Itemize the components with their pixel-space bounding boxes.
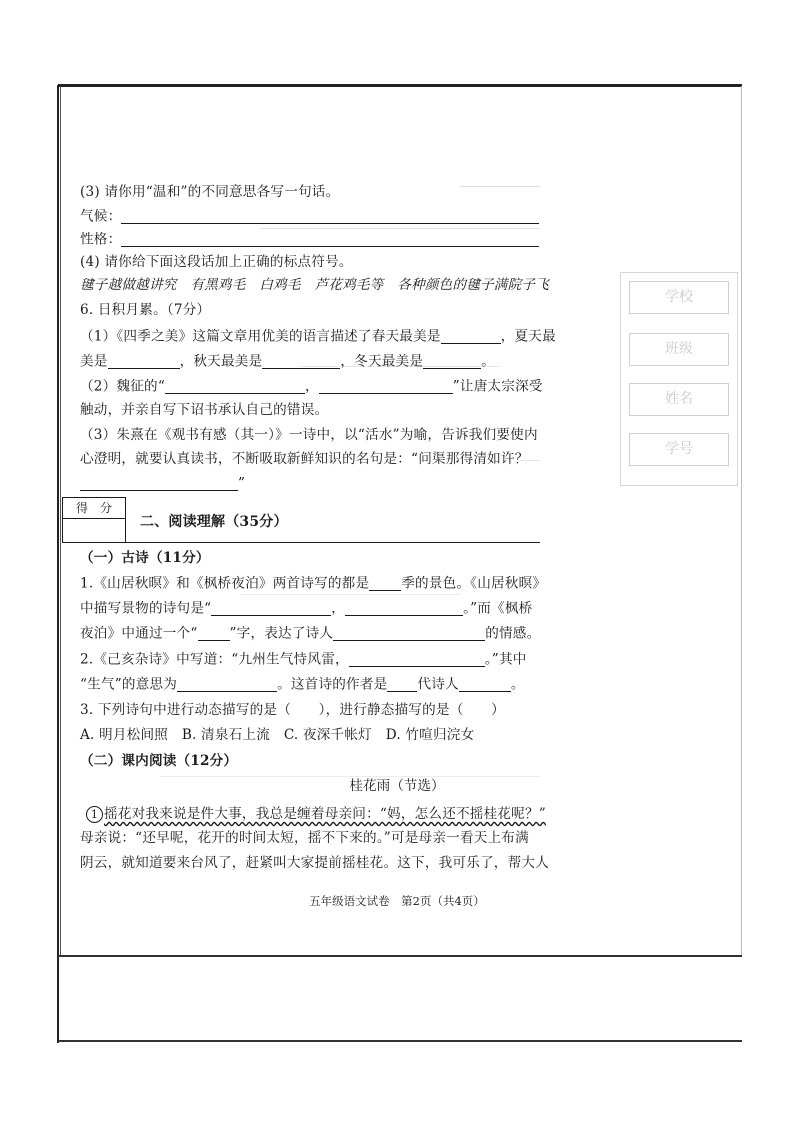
section-divider <box>125 542 540 543</box>
s2-q2-meaning-blank[interactable] <box>177 678 277 692</box>
scan-bottom-edge-lower <box>58 1040 742 1042</box>
s2-q1-char-blank[interactable] <box>198 627 230 641</box>
s2-q2-line2 <box>80 678 525 692</box>
s2-q2-verse-blank[interactable] <box>349 653 485 667</box>
q6-p1-text-d: ，秋天最美是 <box>179 353 263 370</box>
s2-q1-text-h: 的情感。 <box>485 625 541 642</box>
q3-line-climate <box>80 210 539 224</box>
q3-prompt: (3) 请你用“温和”的不同意思各写一句话。 <box>80 184 340 200</box>
s2-q2-text-d: 。这首诗的作者是 <box>277 676 388 693</box>
q3-character-label: 性格： <box>80 231 122 248</box>
student-info-box <box>620 272 738 486</box>
section2-sub1: （一）古诗（11分） <box>80 550 210 566</box>
q6-p2-text-b: ， <box>304 378 319 395</box>
q6-weizheng-blank-1[interactable] <box>165 380 305 394</box>
q4-prompt: (4) 请你给下面这段话加上正确的标点符号。 <box>80 254 353 270</box>
q6-winter-blank[interactable] <box>423 355 481 369</box>
s2-q1-text-f: 夜泊》中通过一个“ <box>80 625 198 642</box>
q6-zhuxi-blank[interactable] <box>80 477 238 491</box>
s2-q2-line1 <box>80 653 527 667</box>
passage-para1-text-a: 摇花对我来说是件大事，我总是缠着母亲问：“妈，怎么还不摇桂花呢？” <box>104 806 546 822</box>
q4-text: 毽子越做越讲究 有黑鸡毛 白鸡毛 芦花鸡毛等 各种颜色的毽子满院子飞 <box>80 277 549 293</box>
s2-q1-text-g: ”字，表达了诗人 <box>229 625 334 642</box>
scan-left-edge-inner <box>60 86 61 956</box>
q6-p1-text-b: ，夏天最 <box>500 328 556 345</box>
scan-bottom-edge <box>58 955 742 957</box>
s2-q1-text-e: 。”而《枫桥 <box>463 600 533 617</box>
q6-p1-line2 <box>80 355 495 369</box>
info-cell-number: 学号 <box>629 433 729 466</box>
s2-q2-text-b: 。”其中 <box>484 651 527 668</box>
q3-climate-label: 气候： <box>80 208 122 225</box>
passage-para1-line2: 母亲说：“还早呢，花开的时间太短，摇不下来的。”可是母亲一看天上布满 <box>80 830 529 846</box>
q6-heading: 6. 日积月累。（7分） <box>80 302 211 318</box>
s2-q2-text-e: 代诗人 <box>417 676 459 693</box>
q6-p1-text-c: 美是 <box>80 353 108 370</box>
passage-para1-line3: 阴云，就知道要来台风了，赶紧叫大家提前摇桂花。这下，我可乐了，帮大人 <box>80 855 549 871</box>
q6-p2-text-c: ”让唐太宗深受 <box>452 378 543 395</box>
q6-p1-line1 <box>80 330 556 344</box>
section2-title: 二、阅读理解（35分） <box>140 514 288 530</box>
q3-climate-blank[interactable] <box>121 210 539 224</box>
s2-q1-text-a: 1.《山居秋暝》和《枫桥夜泊》两首诗写的都是 <box>80 575 370 592</box>
q6-p2-text-a: （2）魏征的“ <box>80 378 165 395</box>
q6-p3-line3 <box>80 477 245 491</box>
s2-q3-options: A. 明月松间照 B. 清泉石上流 C. 夜深千帐灯 D. 竹喧归浣女 <box>80 727 475 743</box>
q6-autumn-blank[interactable] <box>262 355 340 369</box>
s2-q2-text-a: 2.《己亥杂诗》中写道：“九州生气恃风雷， <box>80 651 349 668</box>
s2-q3-prompt: 3. 下列诗句中进行动态描写的是（ ），进行静态描写的是（ ） <box>80 702 505 718</box>
s2-q1-text-d: ， <box>331 600 346 617</box>
score-box-label: 得 分 <box>63 498 125 519</box>
s2-q2-text-f: 。 <box>510 676 525 693</box>
info-cell-school: 学校 <box>629 281 729 314</box>
q6-p3-text-c: ” <box>238 475 246 492</box>
s2-q1-line3 <box>80 627 540 641</box>
s2-q1-text-c: 中描写景物的诗句是“ <box>80 600 212 617</box>
s2-q1-line2 <box>80 602 532 616</box>
q6-summer-blank[interactable] <box>108 355 180 369</box>
s2-q2-dynasty-blank[interactable] <box>387 678 417 692</box>
q6-p2-line1 <box>80 380 543 394</box>
s2-q2-poet-blank[interactable] <box>459 678 511 692</box>
q6-spring-blank[interactable] <box>441 330 501 344</box>
q6-p3-line2: 心澄明，就要认真读书，不断吸取新鲜知识的名句是：“问渠那得清如许？ <box>80 451 529 467</box>
s2-q1-verse-blank-1[interactable] <box>211 602 331 616</box>
q6-p2-line2: 触动，并亲自写下诏书承认自己的错误。 <box>80 402 329 418</box>
s2-q2-text-c: “生气”的意思为 <box>80 676 178 693</box>
s2-q1-emotion-blank[interactable] <box>333 627 485 641</box>
info-cell-class: 班级 <box>629 333 729 366</box>
q6-p1-text-e: ，冬天最美是 <box>340 353 424 370</box>
section2-sub2: （二）课内阅读（12分） <box>80 753 238 769</box>
q6-p1-text-f: 。 <box>481 353 495 370</box>
scan-right-edge <box>741 86 742 956</box>
paragraph-number: 1 <box>86 806 103 823</box>
score-box <box>62 497 126 543</box>
q3-line-character <box>80 233 539 247</box>
q6-p1-text-a: （1）《四季之美》这篇文章用优美的语言描述了春天最美是 <box>80 328 441 345</box>
s2-q1-line1 <box>80 577 546 591</box>
scan-top-edge <box>58 84 742 87</box>
q6-weizheng-blank-2[interactable] <box>319 380 453 394</box>
q3-character-blank[interactable] <box>121 233 539 247</box>
passage-para1-line1 <box>86 806 546 823</box>
s2-q1-text-b: 季的景色。《山居秋暝》 <box>401 575 547 592</box>
s2-q1-verse-blank-2[interactable] <box>345 602 463 616</box>
passage-title: 桂花雨（节选） <box>349 778 445 794</box>
info-cell-name: 姓名 <box>629 383 729 416</box>
page-footer: 五年级语文试卷 第2页（共4页） <box>309 894 485 908</box>
s2-q1-season-blank[interactable] <box>369 577 401 591</box>
q6-p3-line1: （3）朱熹在《观书有感（其一）》一诗中，以“活水”为喻，告诉我们要使内 <box>80 427 538 443</box>
